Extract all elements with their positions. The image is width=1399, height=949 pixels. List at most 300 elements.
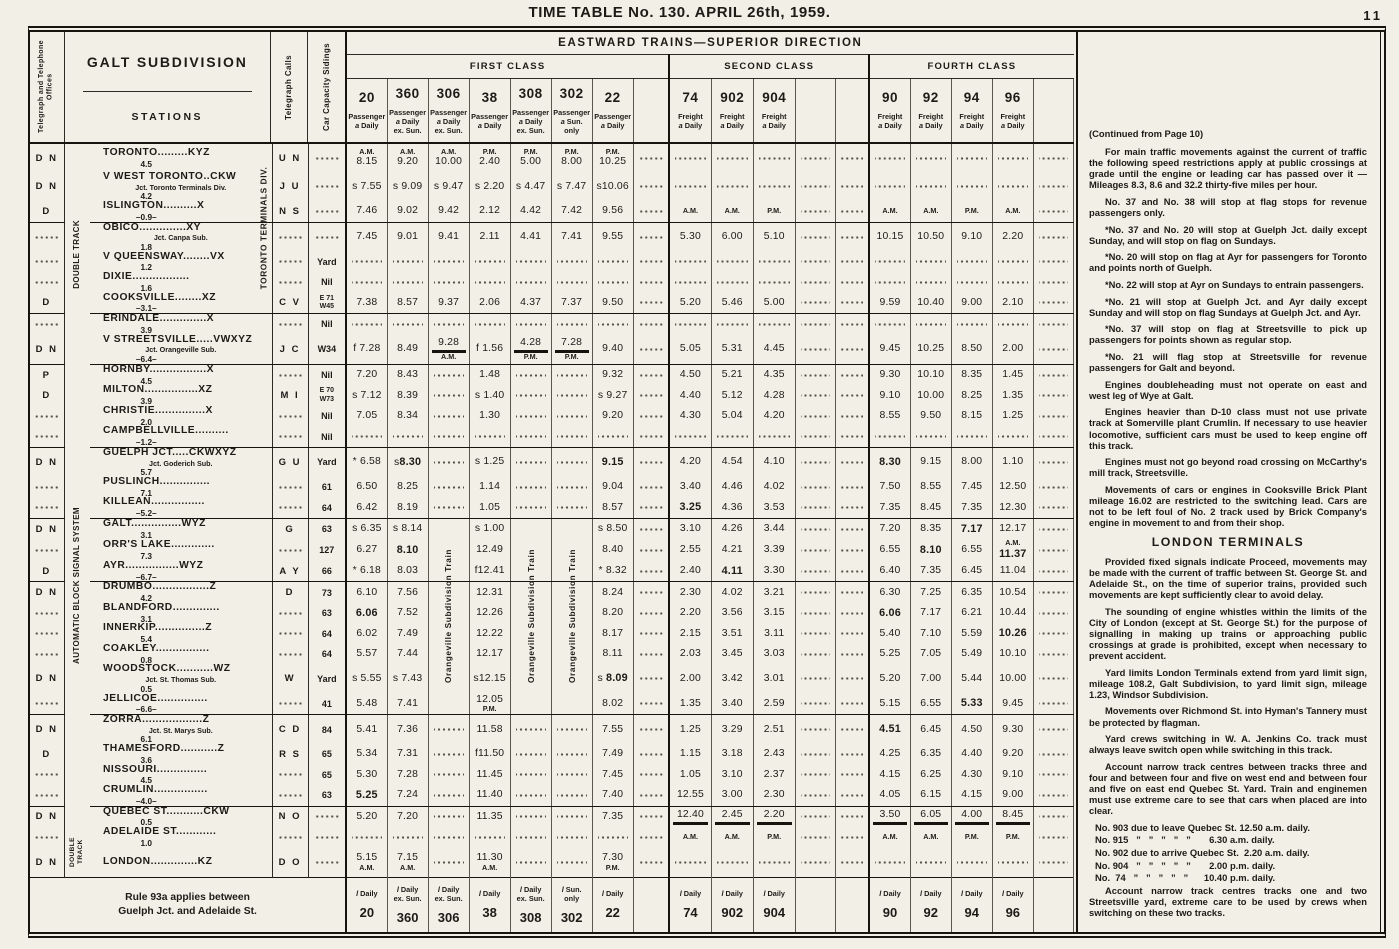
empty-cell [1033, 806, 1073, 827]
time-cell: 3.10 [711, 765, 753, 786]
siding-capacity-cell: Yard [308, 447, 346, 477]
time-cell [869, 426, 910, 447]
offices-cell [30, 694, 64, 715]
train-column-header: 96 Freight a Daily [992, 78, 1033, 143]
empty-cell [795, 582, 835, 603]
time-cell: 8.55 [869, 406, 910, 427]
empty-cell [1033, 143, 1073, 172]
empty-cell [1033, 426, 1073, 447]
empty-cell [633, 406, 669, 427]
offices-cell [30, 827, 64, 848]
time-cell: s 1.00 [469, 518, 510, 539]
time-cell: 6.21 [951, 603, 992, 624]
time-cell: 1.30 [469, 406, 510, 427]
notes-paragraph: For main traffic movements against the current of traffic the following speed restrictions apply at public crossings at grade until the engine or leading car has passed over it — Mileages 8.3, 8.6 and 32.2 thirty-five miles per hour. [1089, 146, 1367, 191]
time-cell: P.M. 8.00 [551, 143, 592, 172]
time-cell: 7.15 A.M. [387, 848, 428, 877]
time-cell [910, 252, 951, 273]
empty-cell [795, 744, 835, 765]
station-row [30, 272, 1074, 293]
telegraph-call-cell [272, 314, 308, 335]
empty-cell [795, 143, 835, 172]
notes-paragraph: Engines heavier than D-10 class must not use private track at Somerville plant Crumlin. If necessary to use heavier locomotive, sufficient cars must be used to keep engine off this track. [1089, 406, 1367, 451]
empty-cell [795, 561, 835, 582]
offices-cell: D [30, 201, 64, 222]
time-cell [951, 143, 992, 172]
notes-paragraph: Engines must not go beyond road crossing on McCarthy's mill track, Streetsville. [1089, 456, 1367, 479]
train-column-header: 902 Freight a Daily [711, 78, 753, 143]
station-name-cell: TORONTO.........KYZ 4.5 [90, 143, 272, 172]
time-cell: A.M. [711, 201, 753, 222]
time-cell: 3.50 [869, 806, 910, 827]
time-cell: 4.30 [669, 406, 711, 427]
time-cell: 3.44 [753, 518, 795, 539]
train-column-header: 904 Freight a Daily [753, 78, 795, 143]
train-column-header: 74 Freight a Daily [669, 78, 711, 143]
time-cell: 6.00 [711, 222, 753, 252]
time-cell [753, 426, 795, 447]
time-cell: 1.10 [992, 447, 1033, 477]
time-cell: 6.55 [910, 694, 951, 715]
time-cell [346, 272, 387, 293]
time-cell: 8.30 [869, 447, 910, 477]
time-cell: 9.41 [428, 222, 469, 252]
empty-cell [835, 201, 869, 222]
time-cell: 2.51 [753, 715, 795, 745]
time-cell: A.M. 8.15 [346, 143, 387, 172]
telegraph-call-cell: G U [272, 447, 308, 477]
station-name-cell: WOODSTOCK...........WZ Jct. St. Thomas Sub. 0.5 [90, 664, 272, 693]
time-cell: 7.17 [910, 603, 951, 624]
station-row [30, 426, 1074, 447]
time-cell: 1.15 [669, 744, 711, 765]
train-footer-cell: l Daily 20 [346, 877, 387, 933]
station-row [30, 252, 1074, 273]
empty-cell [795, 426, 835, 447]
siding-capacity-cell: Yard [308, 252, 346, 273]
telegraph-call-cell [272, 827, 308, 848]
time-cell: 2.40 [669, 561, 711, 582]
time-cell: 7.38 [346, 293, 387, 314]
time-cell: A.M. 10.00 [428, 143, 469, 172]
time-cell: 10.44 [992, 603, 1033, 624]
time-cell: 6.50 [346, 477, 387, 498]
empty-cell [1033, 827, 1073, 848]
empty-cell [835, 497, 869, 518]
time-cell [469, 827, 510, 848]
empty-cell [835, 603, 869, 624]
time-cell [428, 664, 469, 693]
time-cell: 12.55 [669, 785, 711, 806]
time-cell: 4.02 [753, 477, 795, 498]
time-cell: 10.25 [910, 335, 951, 365]
empty-cell [795, 765, 835, 786]
time-cell [551, 848, 592, 877]
siding-capacity-cell: 73 [308, 582, 346, 603]
time-cell: 10.00 [910, 385, 951, 406]
empty-cell [835, 539, 869, 561]
time-cell: 4.26 [711, 518, 753, 539]
empty-cell [835, 518, 869, 539]
empty-cell [1033, 623, 1073, 644]
time-cell: P.M. 2.40 [469, 143, 510, 172]
empty-cell [1033, 518, 1073, 539]
time-cell [510, 539, 551, 561]
time-cell [428, 447, 469, 477]
time-cell [510, 715, 551, 745]
time-cell: A.M. [669, 201, 711, 222]
train-column-header: 94 Freight a Daily [951, 78, 992, 143]
time-cell [869, 143, 910, 172]
class-label-first: FIRST CLASS [346, 54, 669, 78]
time-cell: 9.37 [428, 293, 469, 314]
empty-cell [633, 582, 669, 603]
time-cell [711, 426, 753, 447]
page-title: TIME TABLE No. 130. APRIL 26th, 1959. [528, 4, 831, 21]
time-cell: 10.26 [992, 623, 1033, 644]
siding-capacity-cell [308, 143, 346, 172]
time-cell: A.M. [869, 201, 910, 222]
time-cell: 4.35 [753, 364, 795, 385]
siding-capacity-cell: 64 [308, 623, 346, 644]
empty-cell [633, 806, 669, 827]
time-cell: 12.49 [469, 539, 510, 561]
time-cell: 7.05 [346, 406, 387, 427]
time-cell: 8.10 [910, 539, 951, 561]
notes-paragraph: *No. 37 will stop on flag at Streetsville to pick up passengers for points shown as regular stop. [1089, 323, 1367, 346]
time-cell: 3.29 [711, 715, 753, 745]
time-cell: 2.30 [753, 785, 795, 806]
time-cell [387, 252, 428, 273]
time-cell: 6.42 [346, 497, 387, 518]
station-row [30, 664, 1074, 693]
time-cell [551, 623, 592, 644]
time-cell [346, 426, 387, 447]
time-cell: 7.20 [387, 806, 428, 827]
empty-cell [1033, 335, 1073, 365]
station-row [30, 765, 1074, 786]
time-cell [510, 785, 551, 806]
time-cell: 5.20 [869, 664, 910, 693]
time-cell: s 1.25 [469, 447, 510, 477]
empty-cell [795, 603, 835, 624]
timetable-table [30, 32, 1074, 933]
station-row [30, 827, 1074, 848]
empty-cell [835, 222, 869, 252]
train-footer-cell: l Daily 74 [669, 877, 711, 933]
time-cell [551, 314, 592, 335]
empty-cell [633, 497, 669, 518]
station-name-cell: ZORRA..................Z Jct. St. Marys Sub. 6.1 [90, 715, 272, 745]
time-cell [428, 785, 469, 806]
empty-cell [633, 785, 669, 806]
time-cell [669, 272, 711, 293]
empty-cell [633, 477, 669, 498]
time-cell [551, 518, 592, 539]
empty-cell [795, 477, 835, 498]
offices-cell [30, 765, 64, 786]
time-cell [428, 848, 469, 877]
empty-cell [835, 848, 869, 877]
time-cell [551, 806, 592, 827]
time-cell [551, 744, 592, 765]
station-row [30, 623, 1074, 644]
time-cell: 8.35 [910, 518, 951, 539]
time-cell [669, 848, 711, 877]
time-cell [428, 827, 469, 848]
time-cell: 9.20 [992, 744, 1033, 765]
empty-cell [835, 664, 869, 693]
time-cell [711, 172, 753, 201]
time-cell [428, 644, 469, 665]
track-type-label-cell: AUTOMATIC BLOCK SIGNAL SYSTEM [72, 506, 82, 664]
empty-cell [835, 426, 869, 447]
time-cell: f 7.28 [346, 335, 387, 365]
siding-capacity-cell: Nil [308, 426, 346, 447]
train-footer-cell: l Daily 902 [711, 877, 753, 933]
telegraph-call-cell [272, 426, 308, 447]
time-cell [992, 848, 1033, 877]
time-cell: 8.35 [951, 364, 992, 385]
time-cell: 2.43 [753, 744, 795, 765]
time-cell: 1.35 [669, 694, 711, 715]
time-cell [669, 314, 711, 335]
time-cell: 1.35 [992, 385, 1033, 406]
telegraph-call-cell [272, 603, 308, 624]
time-cell: 12.50 [992, 477, 1033, 498]
time-cell [510, 603, 551, 624]
empty-cell [795, 406, 835, 427]
time-cell: 5.44 [951, 664, 992, 693]
empty-cell [633, 623, 669, 644]
offices-column-header [30, 32, 65, 142]
time-cell: 3.00 [711, 785, 753, 806]
siding-capacity-cell [308, 172, 346, 201]
empty-cell [1033, 582, 1073, 603]
station-row [30, 848, 1074, 877]
time-cell: P.M. 5.00 [510, 143, 551, 172]
station-row [30, 644, 1074, 665]
time-cell: 2.03 [669, 644, 711, 665]
telegraph-call-cell [272, 477, 308, 498]
time-cell: 3.30 [753, 561, 795, 582]
left-header-block [30, 32, 346, 143]
empty-cell [835, 252, 869, 273]
empty-cell [835, 694, 869, 715]
empty-cell [1033, 385, 1073, 406]
time-cell [592, 827, 633, 848]
subdivision-header [65, 32, 271, 142]
train-column-header: 306 Passenger a Daily ex. Sun. [428, 78, 469, 143]
time-cell: 11.35 [469, 806, 510, 827]
time-cell [992, 426, 1033, 447]
time-cell: 7.49 [387, 623, 428, 644]
time-cell [428, 252, 469, 273]
vertical-label: TORONTO TERMINALS DIV. [258, 166, 269, 290]
time-cell [428, 806, 469, 827]
time-cell: s 2.20 [469, 172, 510, 201]
offices-cell [30, 406, 64, 427]
time-cell [551, 715, 592, 745]
time-cell: 11.04 [992, 561, 1033, 582]
time-cell [428, 623, 469, 644]
time-cell: 8.24 [592, 582, 633, 603]
empty-cell [633, 252, 669, 273]
empty-cell [633, 694, 669, 715]
time-cell: 7.25 [910, 582, 951, 603]
sidings-column-label: Car Capacity Sidings [321, 42, 331, 132]
time-cell [387, 827, 428, 848]
offices-cell: D N [30, 715, 64, 745]
time-cell [510, 272, 551, 293]
time-cell: 6.02 [346, 623, 387, 644]
empty-cell [1033, 785, 1073, 806]
telegraph-call-cell [272, 623, 308, 644]
time-cell: 5.34 [346, 744, 387, 765]
time-cell [592, 272, 633, 293]
time-cell [469, 426, 510, 447]
time-cell: 9.10 [951, 222, 992, 252]
empty-cell [1033, 664, 1073, 693]
empty-cell [795, 644, 835, 665]
rule-note [30, 877, 346, 933]
time-cell [592, 314, 633, 335]
empty-cell [1033, 201, 1073, 222]
empty-cell [835, 335, 869, 365]
empty-cell [795, 715, 835, 745]
empty-cell [795, 806, 835, 827]
time-cell: 4.05 [869, 785, 910, 806]
station-row [30, 518, 1074, 539]
empty-cell [1033, 272, 1073, 293]
empty-cell [633, 143, 669, 172]
time-cell: 7.52 [387, 603, 428, 624]
empty-cell [835, 385, 869, 406]
time-cell: 7.24 [387, 785, 428, 806]
time-cell: 5.30 [669, 222, 711, 252]
time-cell: 6.55 [869, 539, 910, 561]
time-cell: s 8.14 [387, 518, 428, 539]
empty-cell [835, 406, 869, 427]
time-cell: 9.50 [592, 293, 633, 314]
offices-cell: D [30, 385, 64, 406]
empty-footer-cell [835, 877, 869, 933]
time-cell: 3.42 [711, 664, 753, 693]
time-cell [428, 603, 469, 624]
empty-cell [835, 314, 869, 335]
time-cell [510, 252, 551, 273]
time-cell: 7.35 [910, 561, 951, 582]
station-row [30, 222, 1074, 252]
offices-cell [30, 623, 64, 644]
time-cell: 9.45 [869, 335, 910, 365]
time-cell: 4.41 [510, 222, 551, 252]
time-cell: 11.58 [469, 715, 510, 745]
notes-paragraph: Account narrow track centres between tracks three and four and between four and five on west end and between four and five on east end Quebec St. Yard. Train and enginemen must use extreme care to see that cars when placed are into clear. [1089, 760, 1367, 817]
station-row [30, 603, 1074, 624]
station-row [30, 561, 1074, 582]
time-cell [510, 623, 551, 644]
empty-cell [1033, 744, 1073, 765]
time-cell: P.M. [951, 827, 992, 848]
time-cell: 6.25 [910, 765, 951, 786]
time-cell: 12.05 P.M. [469, 694, 510, 715]
time-cell [551, 447, 592, 477]
offices-cell [30, 603, 64, 624]
time-cell [510, 765, 551, 786]
time-cell: 4.40 [951, 744, 992, 765]
empty-cell [795, 172, 835, 201]
time-cell: 3.25 [669, 497, 711, 518]
time-cell: 12.31 [469, 582, 510, 603]
time-cell [711, 314, 753, 335]
time-cell [711, 272, 753, 293]
time-cell: 4.37 [510, 293, 551, 314]
time-cell: s 5.55 [346, 664, 387, 693]
telegraph-call-cell [272, 694, 308, 715]
offices-cell: D [30, 561, 64, 582]
time-cell: 4.20 [753, 406, 795, 427]
notes-paragraph: *No. 22 will stop at Ayr on Sundays to entrain passengers. [1105, 279, 1364, 291]
time-cell: A.M. 11.37 [992, 539, 1033, 561]
time-cell: 3.40 [711, 694, 753, 715]
station-row [30, 335, 1074, 365]
time-cell [551, 406, 592, 427]
time-cell: * 6.18 [346, 561, 387, 582]
time-cell: 7.42 [551, 201, 592, 222]
time-cell [951, 172, 992, 201]
offices-cell [30, 314, 64, 335]
time-cell: 5.10 [753, 222, 795, 252]
station-row [30, 497, 1074, 518]
time-cell: 9.04 [592, 477, 633, 498]
time-cell: 7.05 [910, 644, 951, 665]
time-cell: 7.20 [869, 518, 910, 539]
empty-cell [835, 765, 869, 786]
time-cell: 7.31 [387, 744, 428, 765]
empty-cell [1033, 447, 1073, 477]
time-cell [551, 694, 592, 715]
time-cell: 8.20 [592, 603, 633, 624]
time-cell [428, 364, 469, 385]
time-cell: 1.14 [469, 477, 510, 498]
time-cell: 7.49 [592, 744, 633, 765]
time-cell [753, 143, 795, 172]
time-cell [669, 143, 711, 172]
time-cell [753, 314, 795, 335]
time-cell: 5.21 [711, 364, 753, 385]
time-cell [428, 744, 469, 765]
siding-capacity-cell: Yard [308, 664, 346, 693]
time-cell: s 9.27 [592, 385, 633, 406]
time-cell: 9.56 [592, 201, 633, 222]
empty-cell [633, 644, 669, 665]
notes-paragraph: *No. 37 and No. 20 will stop at Guelph Jct. daily except Sunday, and will stop on flag on Sundays. [1089, 223, 1367, 246]
time-cell: 6.45 [951, 561, 992, 582]
empty-cell [795, 201, 835, 222]
time-cell: 9.15 [910, 447, 951, 477]
class-label-fourth: FOURTH CLASS [869, 54, 1073, 78]
time-cell: A.M. [869, 827, 910, 848]
time-cell: s10.06 [592, 172, 633, 201]
offices-cell: D N [30, 518, 64, 539]
telegraph-call-cell: A Y [272, 561, 308, 582]
time-cell: A.M. [910, 201, 951, 222]
time-cell: s 1.40 [469, 385, 510, 406]
siding-capacity-cell: 84 [308, 715, 346, 745]
time-cell: 5.25 [346, 785, 387, 806]
station-name-cell: ERINDALE..............X 3.9 [90, 314, 272, 335]
